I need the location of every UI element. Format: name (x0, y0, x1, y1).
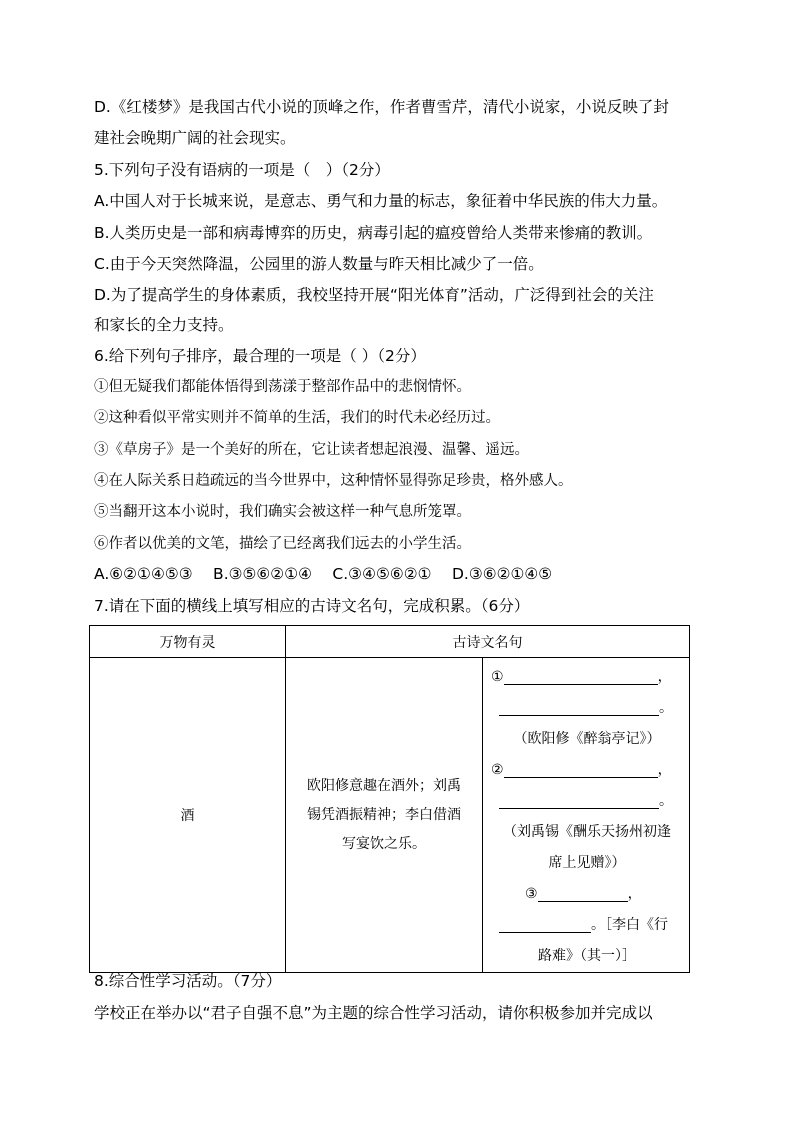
q4-option-d-line2: 建社会晚期广阔的社会现实。 (94, 129, 296, 147)
question-5-option-b: B.人类历史是一部和病毒博弈的历史，病毒引起的瘟疫曾给人类带来惨痛的教训。 (94, 224, 653, 242)
desc-line-3: 写宴饮之乐。 (342, 835, 426, 852)
sentence-6: ⑥作者以优美的文笔，描绘了已经离我们远去的小学生活。 (94, 536, 471, 552)
question-5-option-d-line1: D.为了提高学生的身体素质，我校坚持开展“阳光体育”活动，广泛得到社会的关注 (94, 286, 654, 304)
question-5-option-d-line2: 和家长的全力支持。 (94, 316, 234, 334)
blank-1b[interactable] (499, 701, 659, 716)
comma-3: ， (627, 886, 642, 902)
fill-3-line-b (491, 910, 683, 941)
desc-line-2: 锡凭酒振精神；李白借酒 (307, 806, 461, 823)
source-3-line-a: 。［李白《行 (591, 917, 668, 933)
sentence-2: ②这种看似平常实则并不简单的生活，我们的时代未必经历过。 (94, 410, 500, 426)
desc-line-1: 欧阳修意趣在酒外；刘禹 (307, 777, 461, 794)
fill-1-line-a (491, 662, 683, 693)
blank-3a[interactable] (538, 887, 628, 902)
question-7-stem: 7.请在下面的横线上填写相应的古诗文名句，完成积累。（6分） (94, 597, 530, 615)
header-wanwu: 万物有灵 (90, 626, 286, 658)
sentence-4: ④在人际关系日趋疏远的当今世界中，这种情怀显得弥足珍贵，格外感人。 (94, 473, 573, 489)
sentence-1: ①但无疑我们都能体悟得到荡漾于整部作品中的悲悯情怀。 (94, 379, 471, 395)
fill-in-cell (483, 658, 690, 973)
question-8-body: 学校正在举办以“君子自强不息”为主题的综合性学习活动，请你积极参加并完成以 (94, 1004, 653, 1022)
poem-fill-table (89, 625, 690, 973)
blank-2b[interactable] (499, 794, 659, 809)
blank-3b[interactable] (499, 918, 591, 933)
circled-number-3: ③ (525, 886, 538, 902)
question-6-stem: 6.给下列句子排序，最合理的一项是（ ）（2分） (94, 347, 426, 365)
question-6-options: A.⑥②①④⑤③ B.③⑤⑥②①④ C.③④⑤⑥②① D.③⑥②①④⑤ (94, 565, 553, 583)
fill-2-line-b (491, 786, 683, 817)
fill-1-line-b (491, 693, 683, 724)
source-2-line-b: 席上见赠》） (548, 855, 626, 871)
header-gushiwen: 古诗文名句 (286, 626, 690, 658)
source-2-line-a: （刘禹锡《酬乐天扬州初逢 (503, 824, 671, 840)
sentence-3: ③《草房子》是一个美好的所在，它让读者想起浪漫、温馨、遥远。 (94, 442, 529, 458)
row-label-wine: 酒 (90, 658, 286, 973)
source-1: （欧阳修《醉翁亭记》） (513, 731, 661, 747)
comma-2: ， (657, 762, 672, 778)
fill-3-line-a (491, 879, 683, 910)
circled-number-2: ② (491, 762, 504, 778)
fill-2-line-a (491, 755, 683, 786)
q4-option-d-line1: D.《红楼梦》是我国古代小说的顶峰之作，作者曹雪芹，清代小说家，小说反映了封 (94, 98, 669, 116)
period-1: 。 (659, 700, 673, 716)
period-2: 。 (659, 793, 673, 809)
question-5-option-a: A.中国人对于长城来说，是意志、勇气和力量的标志，象征着中华民族的伟大力量。 (94, 192, 668, 210)
blank-2a[interactable] (504, 763, 658, 778)
question-5-option-c: C.由于今天突然降温，公园里的游人数量与昨天相比减少了一倍。 (94, 255, 544, 273)
blank-1a[interactable] (504, 670, 658, 685)
circled-number-1: ① (491, 669, 504, 685)
source-3-line-b: 路难》（其一）］ (538, 948, 636, 964)
row-description (286, 658, 483, 973)
question-8-stem: 8.综合性学习活动。（7分） (94, 972, 282, 990)
sentence-5: ⑤当翻开这本小说时，我们确实会被这样一种气息所笼罩。 (94, 504, 471, 520)
question-5-stem: 5.下列句子没有语病的一项是（ ）（2分） (94, 161, 390, 179)
table-header-row (90, 626, 690, 658)
table-row-wine (90, 658, 690, 973)
comma-1: ， (657, 669, 672, 685)
